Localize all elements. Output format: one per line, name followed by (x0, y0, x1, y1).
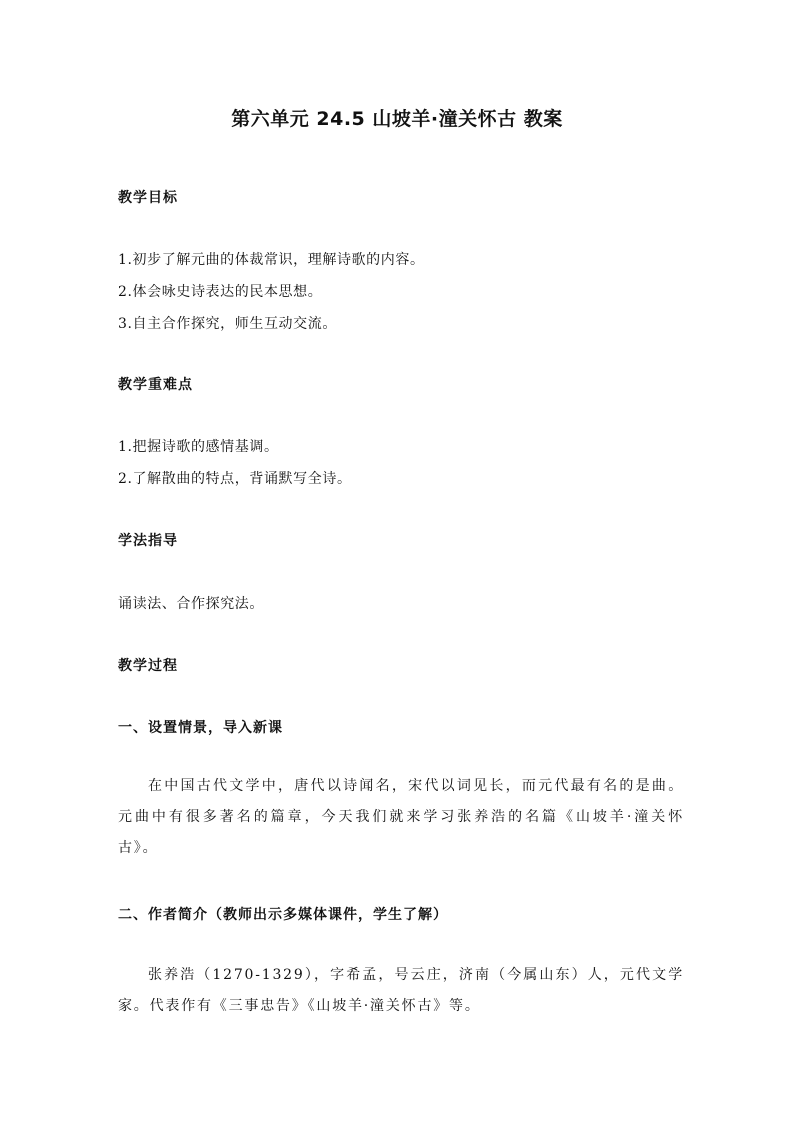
step-heading-author: 二、作者简介（教师出示多媒体课件，学生了解） (118, 907, 448, 923)
key-point-item-1: 1.把握诗歌的感情基调。 (118, 439, 279, 455)
document-title: 第六单元 24.5 山坡羊·潼关怀古 教案 (231, 108, 563, 130)
key-point-item-2: 2.了解散曲的特点，背诵默写全诗。 (118, 471, 352, 487)
objective-item-3: 3.自主合作探究，师生互动交流。 (118, 316, 337, 332)
method-text: 诵读法、合作探究法。 (118, 596, 264, 612)
section-heading-key-points: 教学重难点 (118, 377, 193, 393)
section-heading-process: 教学过程 (118, 658, 178, 674)
step-heading-introduction: 一、设置情景，导入新课 (118, 720, 283, 736)
section-heading-method: 学法指导 (118, 533, 178, 549)
step-text-author: 张养浩（1270-1329），字希孟，号云庄，济南（今属山东）人，元代文学家。代表作有《三事忠告》《山坡羊·潼关怀古》等。 (118, 967, 684, 1014)
section-heading-objectives: 教学目标 (118, 190, 178, 206)
objective-item-1: 1.初步了解元曲的体裁常识，理解诗歌的内容。 (118, 252, 425, 268)
objective-item-2: 2.体会咏史诗表达的民本思想。 (118, 284, 323, 300)
step-text-introduction: 在中国古代文学中，唐代以诗闻名，宋代以词见长，而元代最有名的是曲。元曲中有很多著名的篇章，今天我们就来学习张养浩的名篇《山坡羊·潼关怀古》。 (118, 778, 684, 856)
